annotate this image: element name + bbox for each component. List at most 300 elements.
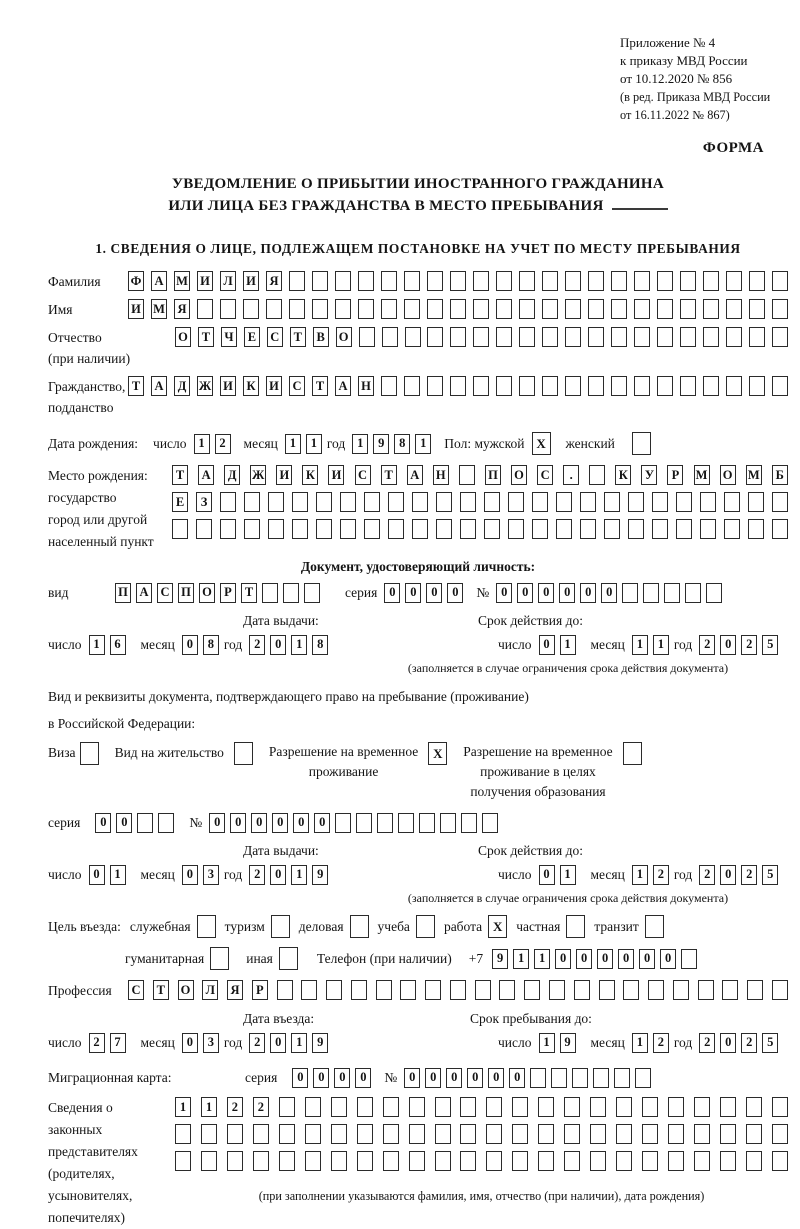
char-cell <box>572 1068 588 1088</box>
char-cell: 1 <box>291 1033 307 1053</box>
char-cell: С <box>157 583 173 603</box>
char-cell <box>749 271 765 291</box>
title-line-1: УВЕДОМЛЕНИЕ О ПРИБЫТИИ ИНОСТРАННОГО ГРАЖДАНИНА <box>171 176 664 192</box>
char-cell: 1 <box>632 865 648 885</box>
doc-series-cells[interactable] <box>384 583 463 603</box>
birthplace-label: Место рождения: государство город или другой населенный пункт <box>48 468 154 549</box>
char-cell <box>268 492 284 512</box>
char-cell: 8 <box>203 635 219 655</box>
entry-year-cells[interactable] <box>249 1033 328 1053</box>
char-cell <box>706 583 722 603</box>
char-cell: Т <box>153 980 169 1000</box>
representatives-block <box>48 1097 788 1229</box>
char-cell <box>377 813 393 833</box>
char-cell <box>642 1097 658 1117</box>
restriction-note: (заполняется в случае ограничения срока действия документа) <box>407 661 729 675</box>
char-cell <box>340 519 356 539</box>
char-cell: 0 <box>182 865 198 885</box>
char-cell <box>580 492 596 512</box>
char-cell <box>616 1097 632 1117</box>
char-cell <box>749 376 765 396</box>
char-cell: 9 <box>312 865 328 885</box>
char-cell: Н <box>358 376 374 396</box>
identity-dates <box>48 612 788 676</box>
residence-series-row <box>48 812 788 833</box>
char-cell <box>556 492 572 512</box>
char-cell <box>564 1151 580 1171</box>
doc-type-cells[interactable] <box>115 583 320 603</box>
issue-year-cells[interactable] <box>249 865 328 885</box>
residence-number-cells[interactable] <box>209 813 498 833</box>
char-cell <box>312 271 328 291</box>
char-cell <box>749 299 765 319</box>
residence-issue-col <box>48 842 378 906</box>
char-cell <box>450 299 466 319</box>
char-cell <box>538 1151 554 1171</box>
char-cell <box>519 299 535 319</box>
char-cell <box>404 299 420 319</box>
char-cell <box>496 327 512 347</box>
stay-day-cells[interactable] <box>539 1033 576 1053</box>
char-cell: 5 <box>762 635 778 655</box>
char-cell: 2 <box>741 635 757 655</box>
entry-date-header: Дата въезда: <box>243 1011 315 1026</box>
char-cell <box>220 299 236 319</box>
checkbox-humanitarian[interactable] <box>210 947 229 970</box>
checkbox-business[interactable] <box>350 915 369 938</box>
char-cell <box>694 1151 710 1171</box>
char-cell: 6 <box>110 635 126 655</box>
char-cell <box>388 519 404 539</box>
char-cell: Л <box>202 980 218 1000</box>
char-cell <box>700 492 716 512</box>
char-cell <box>404 376 420 396</box>
stay-month-cells[interactable] <box>632 1033 669 1053</box>
char-cell <box>648 980 664 1000</box>
char-cell <box>676 492 692 512</box>
visa-label: Виза <box>48 745 76 760</box>
char-cell: Ч <box>221 327 237 347</box>
char-cell: С <box>267 327 283 347</box>
char-cell <box>301 980 317 1000</box>
citizenship-row <box>48 376 788 418</box>
char-cell <box>604 519 620 539</box>
char-cell <box>253 1151 269 1171</box>
char-cell: 1 <box>201 1097 217 1117</box>
char-cell: Я <box>174 299 190 319</box>
representatives-row-3[interactable] <box>175 1151 788 1171</box>
char-cell <box>292 519 308 539</box>
char-cell <box>772 1097 788 1117</box>
char-cell: 0 <box>314 813 330 833</box>
migration-number-cells[interactable] <box>404 1068 651 1088</box>
char-cell <box>512 1097 528 1117</box>
char-cell <box>746 1097 762 1117</box>
char-cell: А <box>136 583 152 603</box>
purpose-row-1 <box>48 915 788 938</box>
char-cell <box>398 813 414 833</box>
char-cell <box>351 980 367 1000</box>
residence-valid-col <box>378 842 788 906</box>
title-blank-line <box>612 196 668 210</box>
char-cell: И <box>197 271 213 291</box>
entry-day-cells[interactable] <box>89 1033 126 1053</box>
char-cell <box>623 980 639 1000</box>
char-cell <box>634 376 650 396</box>
char-cell: 2 <box>699 635 715 655</box>
char-cell <box>450 327 466 347</box>
char-cell <box>564 1124 580 1144</box>
char-cell <box>482 813 498 833</box>
option-visa <box>48 742 99 765</box>
char-cell: Р <box>667 465 683 485</box>
checkbox-private[interactable] <box>566 915 585 938</box>
patronymic-label: Отчество (при наличии) <box>48 330 131 366</box>
char-cell <box>486 1151 502 1171</box>
char-cell: 2 <box>215 434 231 454</box>
char-cell <box>381 299 397 319</box>
char-cell: Я <box>227 980 243 1000</box>
day-label: число <box>48 867 82 882</box>
char-cell <box>475 980 491 1000</box>
char-cell: Т <box>312 376 328 396</box>
citizenship-cells[interactable] <box>128 376 788 396</box>
char-cell: А <box>198 465 214 485</box>
char-cell <box>542 327 558 347</box>
char-cell <box>556 519 572 539</box>
birth-year-cells[interactable] <box>352 434 431 454</box>
char-cell: 5 <box>762 865 778 885</box>
checkbox-residence-permit[interactable] <box>234 742 253 765</box>
valid-month-cells[interactable] <box>632 865 669 885</box>
valid-day-cells[interactable] <box>539 865 576 885</box>
month-label: месяц <box>243 436 278 451</box>
firstname-label: Имя <box>48 302 73 317</box>
char-cell <box>589 465 605 485</box>
char-cell: X <box>532 432 551 455</box>
char-cell <box>680 299 696 319</box>
char-cell: 2 <box>699 865 715 885</box>
day-label: число <box>48 637 82 652</box>
representatives-note: (при заполнении указываются фамилия, имя, отчество (при наличии), дата рождения) <box>258 1189 705 1203</box>
char-cell: 9 <box>312 1033 328 1053</box>
checkbox-visa[interactable] <box>80 742 99 765</box>
legal-header <box>620 34 788 124</box>
char-cell <box>614 1068 630 1088</box>
birth-month-cells[interactable] <box>285 434 322 454</box>
char-cell: 0 <box>313 1068 329 1088</box>
profession-row <box>48 980 788 1001</box>
birthplace-row-2[interactable] <box>172 492 788 512</box>
char-cell <box>201 1124 217 1144</box>
issue-month-cells[interactable] <box>182 635 219 655</box>
char-cell <box>473 299 489 319</box>
doc-number-cells[interactable] <box>496 583 722 603</box>
char-cell: М <box>694 465 710 485</box>
char-cell: 0 <box>270 1033 286 1053</box>
char-cell <box>460 1151 476 1171</box>
char-cell: 1 <box>175 1097 191 1117</box>
char-cell: 0 <box>447 583 463 603</box>
char-cell <box>542 376 558 396</box>
char-cell <box>335 813 351 833</box>
char-cell <box>772 492 788 512</box>
option-temp-residence-education <box>463 742 641 802</box>
representatives-label: Сведения о законных представителях (родителях, усыновителях, попечителях) <box>48 1100 138 1225</box>
entry-month-cells[interactable] <box>182 1033 219 1053</box>
birthdate-group <box>48 432 651 455</box>
char-cell <box>289 299 305 319</box>
birthdate-row <box>48 432 788 455</box>
char-cell: З <box>196 492 212 512</box>
residence-options-row <box>48 742 788 802</box>
birthplace-row-1[interactable] <box>172 465 788 485</box>
char-cell: X <box>488 915 507 938</box>
phone-cells[interactable] <box>492 949 697 969</box>
char-cell <box>628 519 644 539</box>
char-cell <box>720 1097 736 1117</box>
day-label: число <box>153 436 187 451</box>
char-cell <box>220 492 236 512</box>
char-cell: 0 <box>334 1068 350 1088</box>
char-cell: 0 <box>404 1068 420 1088</box>
year-label: год <box>326 436 346 451</box>
profession-cells[interactable] <box>128 980 788 1000</box>
char-cell: О <box>199 583 215 603</box>
char-cell <box>747 980 763 1000</box>
sex-female-label: женский <box>565 436 615 451</box>
char-cell: Д <box>224 465 240 485</box>
char-cell <box>532 519 548 539</box>
form-label: ФОРМА <box>702 140 764 156</box>
char-cell <box>271 915 290 938</box>
page-title <box>48 173 788 217</box>
char-cell: 1 <box>291 865 307 885</box>
checkbox-business-trip[interactable] <box>197 915 216 938</box>
char-cell <box>685 583 701 603</box>
char-cell <box>634 271 650 291</box>
series-label: серия <box>48 815 81 830</box>
char-cell: 0 <box>720 1033 736 1053</box>
char-cell <box>726 271 742 291</box>
char-cell: 0 <box>355 1068 371 1088</box>
char-cell: С <box>355 465 371 485</box>
issue-day-cells[interactable] <box>89 865 126 885</box>
char-cell <box>772 376 788 396</box>
char-cell <box>565 271 581 291</box>
firstname-cells[interactable] <box>128 299 788 319</box>
purpose-option: транзит <box>594 915 664 938</box>
char-cell: И <box>328 465 344 485</box>
representatives-row-1[interactable] <box>175 1097 788 1117</box>
identity-doc-row <box>48 582 788 603</box>
birthplace-row-3[interactable] <box>172 519 788 539</box>
char-cell <box>642 1124 658 1144</box>
checkbox-female[interactable] <box>632 432 651 455</box>
checkbox-male[interactable] <box>532 432 551 455</box>
char-cell: Н <box>433 465 449 485</box>
char-cell: 9 <box>373 434 389 454</box>
char-cell <box>574 980 590 1000</box>
char-cell <box>305 1151 321 1171</box>
char-cell: 1 <box>291 635 307 655</box>
char-cell <box>694 1097 710 1117</box>
char-cell <box>642 1151 658 1171</box>
char-cell <box>197 915 216 938</box>
valid-day-cells[interactable] <box>539 635 576 655</box>
purpose-option: учеба <box>378 915 435 938</box>
char-cell: 0 <box>539 865 555 885</box>
char-cell <box>673 980 689 1000</box>
issue-day-cells[interactable] <box>89 635 126 655</box>
char-cell: Я <box>266 271 282 291</box>
char-cell <box>234 742 253 765</box>
char-cell: 1 <box>560 865 576 885</box>
char-cell <box>645 915 664 938</box>
stay-year-cells[interactable] <box>699 1033 778 1053</box>
checkbox-transit[interactable] <box>645 915 664 938</box>
char-cell <box>634 299 650 319</box>
char-cell: 2 <box>249 635 265 655</box>
char-cell: Т <box>381 465 397 485</box>
migration-series-cells[interactable] <box>292 1068 371 1088</box>
char-cell: 0 <box>496 583 512 603</box>
char-cell <box>419 813 435 833</box>
char-cell: 0 <box>293 813 309 833</box>
char-cell <box>680 376 696 396</box>
issue-month-cells[interactable] <box>182 865 219 885</box>
char-cell: 2 <box>249 1033 265 1053</box>
char-cell <box>409 1124 425 1144</box>
year-label: год <box>223 637 243 652</box>
char-cell: 0 <box>559 583 575 603</box>
char-cell <box>664 583 680 603</box>
char-cell <box>668 1124 684 1144</box>
char-cell <box>703 327 719 347</box>
char-cell <box>496 271 512 291</box>
residence-series-cells[interactable] <box>95 813 174 833</box>
char-cell <box>383 1124 399 1144</box>
stay-until-col <box>378 1010 788 1053</box>
char-cell <box>512 1124 528 1144</box>
char-cell: И <box>128 299 144 319</box>
checkbox-tourism[interactable] <box>271 915 290 938</box>
char-cell <box>542 271 558 291</box>
char-cell <box>305 1097 321 1117</box>
day-label: число <box>498 867 532 882</box>
char-cell: 1 <box>89 635 105 655</box>
char-cell: О <box>336 327 352 347</box>
patronymic-cells[interactable] <box>175 327 788 347</box>
char-cell <box>461 813 477 833</box>
valid-year-cells[interactable] <box>699 635 778 655</box>
phone-prefix: +7 <box>468 951 484 966</box>
char-cell <box>588 271 604 291</box>
char-cell <box>772 980 788 1000</box>
char-cell <box>331 1097 347 1117</box>
char-cell <box>262 583 278 603</box>
char-cell <box>698 980 714 1000</box>
char-cell <box>172 519 188 539</box>
char-cell: Б <box>772 465 788 485</box>
char-cell <box>722 980 738 1000</box>
char-cell: М <box>174 271 190 291</box>
char-cell: О <box>511 465 527 485</box>
char-cell: О <box>178 980 194 1000</box>
char-cell <box>681 949 697 969</box>
char-cell <box>80 742 99 765</box>
char-cell <box>512 1151 528 1171</box>
char-cell <box>593 1068 609 1088</box>
char-cell <box>340 492 356 512</box>
header-line: Приложение № 4 <box>620 35 716 50</box>
char-cell: 2 <box>89 1033 105 1053</box>
checkbox-temp-residence[interactable] <box>428 742 447 765</box>
char-cell <box>460 519 476 539</box>
month-label: месяц <box>590 867 625 882</box>
char-cell: 0 <box>555 949 571 969</box>
char-cell <box>244 519 260 539</box>
identity-valid-col <box>378 612 788 676</box>
char-cell: 0 <box>618 949 634 969</box>
char-cell <box>450 980 466 1000</box>
char-cell: 0 <box>251 813 267 833</box>
valid-year-cells[interactable] <box>699 865 778 885</box>
char-cell <box>335 271 351 291</box>
char-cell: В <box>313 327 329 347</box>
identity-doc-group <box>48 582 722 603</box>
char-cell: А <box>151 271 167 291</box>
surname-cells[interactable] <box>128 271 788 291</box>
representatives-cells <box>175 1097 788 1204</box>
issue-year-cells[interactable] <box>249 635 328 655</box>
char-cell <box>565 327 581 347</box>
migration-card-label: Миграционная карта: <box>48 1070 172 1085</box>
checkbox-other[interactable] <box>279 947 298 970</box>
birth-day-cells[interactable] <box>194 434 231 454</box>
char-cell <box>227 1151 243 1171</box>
checkbox-study[interactable] <box>416 915 435 938</box>
char-cell: . <box>563 465 579 485</box>
char-cell: 9 <box>560 1033 576 1053</box>
char-cell <box>316 519 332 539</box>
option-temp-residence <box>269 742 447 782</box>
char-cell <box>473 271 489 291</box>
char-cell: 0 <box>270 865 286 885</box>
char-cell <box>748 492 764 512</box>
representatives-row-2[interactable] <box>175 1124 788 1144</box>
checkbox-work[interactable] <box>488 915 507 938</box>
char-cell <box>425 980 441 1000</box>
char-cell <box>604 492 620 512</box>
char-cell: О <box>175 327 191 347</box>
valid-month-cells[interactable] <box>632 635 669 655</box>
char-cell: 0 <box>467 1068 483 1088</box>
char-cell <box>244 492 260 512</box>
char-cell: 0 <box>539 635 555 655</box>
residence-doc-line-1: Вид и реквизиты документа, подтверждающего право на пребывание (проживание) <box>48 689 529 704</box>
char-cell: 0 <box>509 1068 525 1088</box>
char-cell: 0 <box>89 865 105 885</box>
char-cell: И <box>276 465 292 485</box>
char-cell: 1 <box>285 434 301 454</box>
residence-dates <box>48 842 788 906</box>
char-cell <box>404 271 420 291</box>
issue-date-group <box>48 864 378 885</box>
char-cell <box>668 1097 684 1117</box>
char-cell: 0 <box>272 813 288 833</box>
checkbox-temp-residence-education[interactable] <box>623 742 642 765</box>
